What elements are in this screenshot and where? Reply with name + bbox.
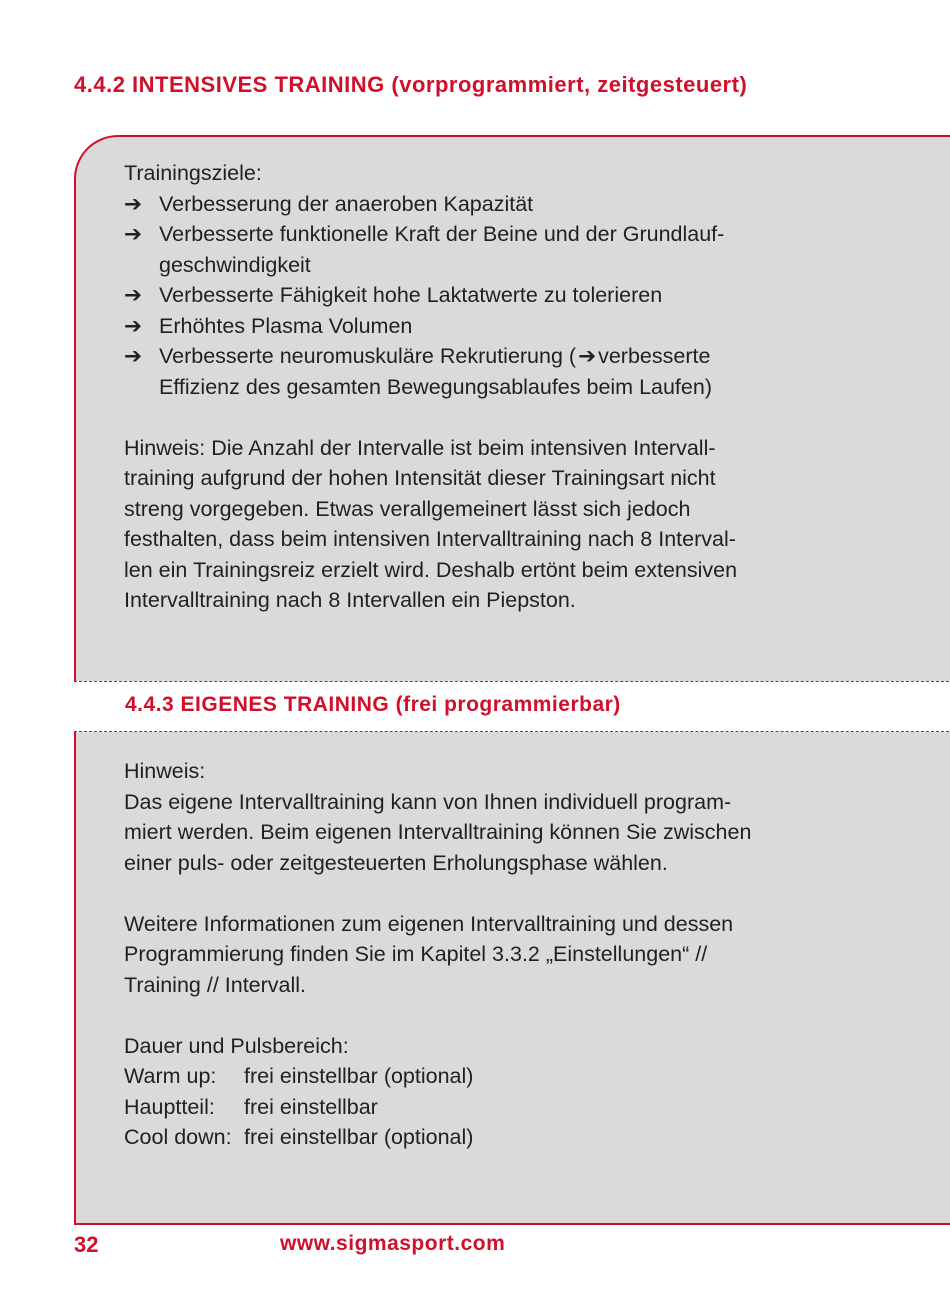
footer-url-link[interactable]: www.sigmasport.com (280, 1232, 506, 1255)
section-title-443-subtitle: (frei programmierbar) (395, 693, 621, 716)
goal-item (124, 189, 844, 220)
arrow-right-icon: ➔ (124, 191, 143, 216)
duration-row-value: frei einstellbar (optional) (244, 1125, 474, 1149)
duration-row (124, 1092, 844, 1123)
duration-row (124, 1122, 844, 1153)
section-442-body (124, 158, 844, 616)
arrow-right-icon: ➔ (578, 344, 597, 368)
note-line: Intervalltraining nach 8 Intervallen ein Piepston. (124, 588, 576, 612)
section-title-443 (125, 693, 621, 717)
duration-row-label: Cool down: (124, 1125, 232, 1149)
section-title-443-main: 4.4.3 EIGENES TRAINING (125, 693, 390, 716)
goal-item (124, 311, 844, 342)
info-line: Training // Intervall. (124, 972, 307, 997)
intensive-note (124, 433, 844, 616)
goal-text: Verbesserung der anaeroben Kapazität (159, 191, 534, 216)
goals-list (124, 189, 844, 403)
goal-item (124, 280, 844, 311)
section-title-442-main: 4.4.2 INTENSIVES TRAINING (74, 72, 385, 97)
info-line: Programmierung finden Sie im Kapitel 3.3.2 „Einstellungen“ // (124, 942, 708, 966)
note-line: Hinweis: Die Anzahl der Intervalle ist beim intensiven Intervall- (124, 435, 716, 460)
note-line: len ein Trainingsreiz erzielt wird. Deshalb ertönt beim extensiven (124, 557, 738, 582)
duration-row-label: Warm up: (124, 1064, 217, 1088)
section-title-442-subtitle: (vorprogrammiert, zeitgesteuert) (391, 72, 748, 97)
goal-text-continued: Effizienz des gesamten Bewegungsablaufes beim Laufen) (159, 374, 712, 399)
goal-text: Verbesserte funktionelle Kraft der Beine und der Grundlauf- (159, 222, 725, 246)
goal-text-continued: geschwindigkeit (159, 252, 311, 277)
goal-item (124, 341, 844, 402)
goals-label: Trainingsziele: (124, 161, 262, 185)
arrow-right-icon: ➔ (124, 344, 143, 368)
page-number: 32 (74, 1232, 99, 1257)
duration-row-label: Hauptteil: (124, 1094, 215, 1119)
note-label: Hinweis: (124, 759, 206, 783)
note-line: miert werden. Beim eigenen Intervalltraining können Sie zwischen (124, 820, 752, 844)
note-line: Das eigene Intervalltraining kann von Ihnen individuell program- (124, 789, 732, 814)
goal-text: Verbesserte Fähigkeit hohe Laktatwerte zu tolerieren (159, 283, 663, 307)
note-line: festhalten, dass beim intensiven Intervalltraining nach 8 Interval- (124, 527, 736, 551)
note-line: training aufgrund der hohen Intensität dieser Trainingsart nicht (124, 466, 716, 490)
goal-text: verbesserte (598, 344, 711, 368)
duration-row (124, 1061, 844, 1092)
duration-row-value: frei einstellbar (244, 1094, 378, 1119)
arrow-right-icon: ➔ (124, 313, 143, 338)
duration-row-value: frei einstellbar (optional) (244, 1064, 474, 1088)
note-line: streng vorgegeben. Etwas verallgemeinert lässt sich jedoch (124, 496, 691, 521)
duration-label: Dauer und Pulsbereich: (124, 1033, 349, 1058)
goal-text: Verbesserte neuromuskuläre Rekrutierung ( (159, 344, 577, 368)
section-title-442 (74, 72, 747, 98)
arrow-right-icon: ➔ (124, 283, 143, 307)
info-line: Weitere Informationen zum eigenen Intervalltraining und dessen (124, 911, 734, 936)
note-line: einer puls- oder zeitgesteuerten Erholungsphase wählen. (124, 850, 668, 875)
arrow-right-icon: ➔ (124, 222, 143, 246)
section-443-body (124, 756, 844, 1153)
goal-item (124, 219, 844, 280)
goal-text: Erhöhtes Plasma Volumen (159, 313, 413, 338)
